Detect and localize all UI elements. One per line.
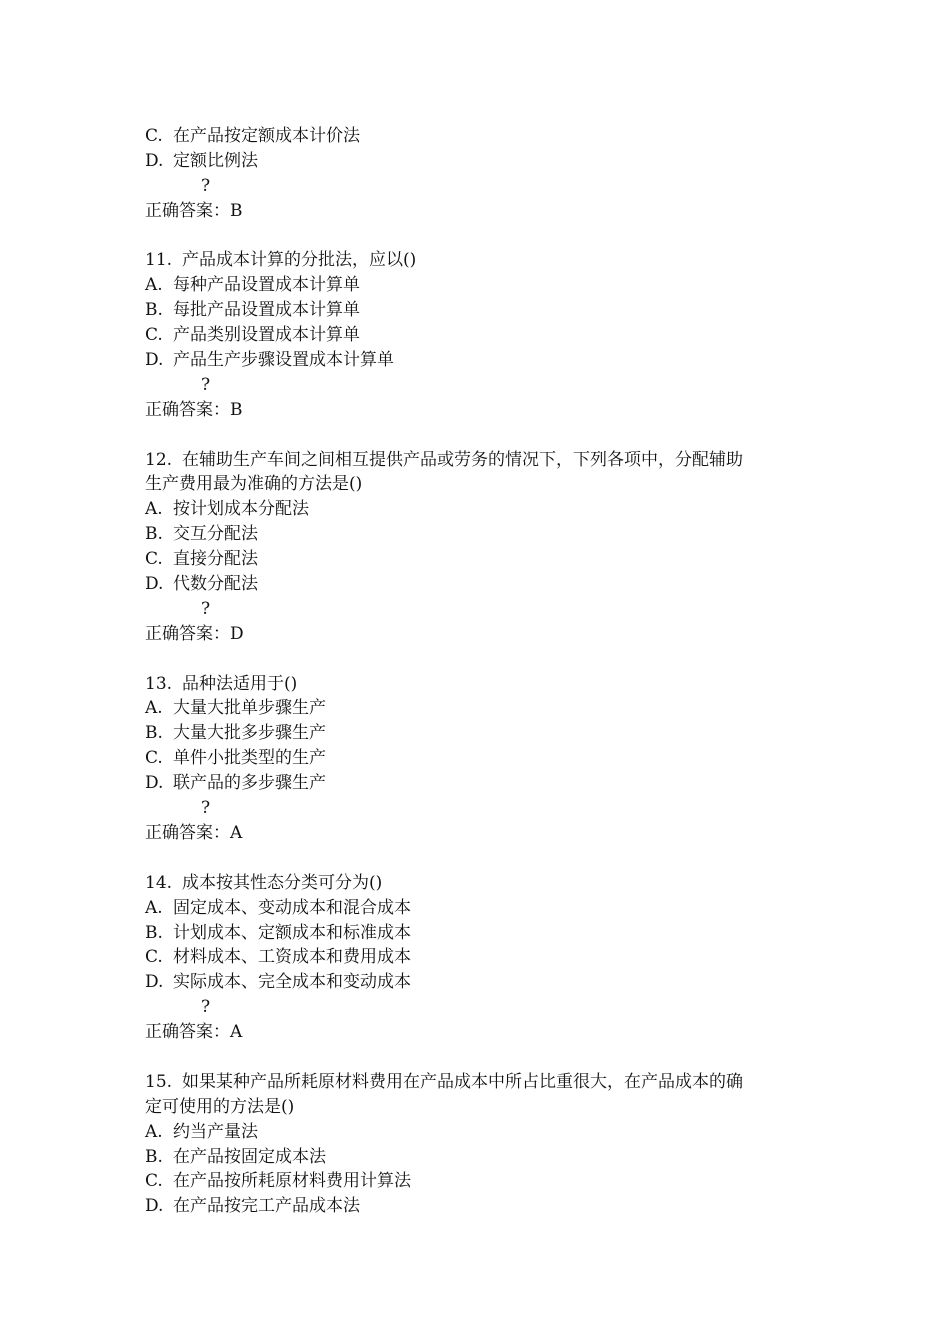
- option-b: [145, 522, 825, 547]
- option-text: 每种产品设置成本计算单: [173, 275, 360, 296]
- option-letter: C.: [145, 748, 163, 769]
- option-text: 定额比例法: [173, 150, 258, 171]
- correct-answer: 正确答案：A: [145, 1022, 243, 1043]
- option-text: 代数分配法: [173, 574, 258, 595]
- option-a: [145, 1120, 825, 1145]
- question-text: 13. 品种法适用于(): [145, 673, 298, 694]
- question-text-continued: 生产费用最为准确的方法是(): [145, 474, 363, 495]
- option-text: 每批产品设置成本计算单: [173, 300, 360, 321]
- option-letter: D.: [145, 150, 164, 171]
- option-letter: D.: [145, 773, 164, 794]
- option-d: [145, 348, 825, 373]
- option-letter: B.: [145, 300, 163, 321]
- option-letter: C.: [145, 947, 163, 968]
- option-c: [145, 323, 825, 348]
- question-number: 12.: [145, 449, 173, 470]
- option-text: 在产品按定额成本计价法: [173, 126, 360, 146]
- option-letter: D.: [145, 574, 164, 595]
- option-letter: C.: [145, 126, 163, 146]
- spacer: [145, 1045, 825, 1070]
- option-d: [145, 771, 825, 796]
- option-text: 大量大批单步骤生产: [173, 698, 326, 719]
- option-letter: D.: [145, 1196, 164, 1217]
- question-14: [145, 871, 825, 1045]
- question-fragment: [145, 124, 825, 224]
- option-c: [145, 945, 825, 970]
- spacer: [145, 423, 825, 448]
- question-mark: ?: [201, 598, 211, 619]
- option-letter: B.: [145, 922, 163, 943]
- option-letter: C.: [145, 549, 163, 570]
- option-text: 在产品按完工产品成本法: [173, 1196, 360, 1217]
- option-letter: A.: [145, 698, 163, 719]
- option-letter: B.: [145, 524, 163, 545]
- question-13: [145, 672, 825, 846]
- option-letter: A.: [145, 897, 163, 918]
- option-text: 产品生产步骤设置成本计算单: [173, 350, 394, 371]
- question-text: 14. 成本按其性态分类可分为(): [145, 872, 383, 893]
- option-a: [145, 497, 825, 522]
- question-number: 14.: [145, 872, 173, 893]
- question-number: 11.: [145, 250, 173, 271]
- question-text: 15. 如果某种产品所耗原材料费用在产品成本中所占比重很大，在产品成本的确: [145, 1071, 744, 1092]
- spacer: [145, 224, 825, 249]
- option-letter: A.: [145, 1121, 163, 1142]
- question-text: 11. 产品成本计算的分批法，应以(): [145, 250, 417, 271]
- option-text: 产品类别设置成本计算单: [173, 325, 360, 346]
- question-text: 12. 在辅助生产车间之间相互提供产品或劳务的情况下，下列各项中，分配辅助: [145, 449, 744, 470]
- option-letter: D.: [145, 350, 164, 371]
- question-number: 13.: [145, 673, 173, 694]
- option-d: [145, 572, 825, 597]
- option-b: [145, 298, 825, 323]
- option-c: [145, 1169, 825, 1194]
- option-b: [145, 721, 825, 746]
- correct-answer: 正确答案：B: [145, 399, 243, 420]
- option-a: [145, 896, 825, 921]
- option-text: 计划成本、定额成本和标准成本: [173, 922, 411, 943]
- option-letter: D.: [145, 972, 164, 993]
- question-text-continued: 定可使用的方法是(): [145, 1096, 295, 1117]
- option-letter: B.: [145, 723, 163, 744]
- option-a: [145, 696, 825, 721]
- option-text: 单件小批类型的生产: [173, 748, 326, 769]
- option-letter: A.: [145, 499, 163, 520]
- option-d: [145, 1194, 825, 1219]
- question-mark: ?: [201, 374, 211, 395]
- option-text: 大量大批多步骤生产: [173, 723, 326, 744]
- question-15: [145, 1070, 825, 1219]
- option-text: 直接分配法: [173, 549, 258, 570]
- question-12: [145, 448, 825, 647]
- option-a: [145, 273, 825, 298]
- option-text: 按计划成本分配法: [173, 499, 309, 520]
- option-letter: B.: [145, 1146, 163, 1167]
- question-mark: ?: [201, 798, 211, 819]
- option-text: 材料成本、工资成本和费用成本: [173, 947, 411, 968]
- option-letter: C.: [145, 1171, 163, 1192]
- spacer: [145, 647, 825, 672]
- question-mark: ?: [201, 997, 211, 1018]
- option-text: 固定成本、变动成本和混合成本: [173, 897, 411, 918]
- option-text: 联产品的多步骤生产: [173, 773, 326, 794]
- option-c: [145, 547, 825, 572]
- document-page: [145, 124, 825, 1219]
- option-letter: A.: [145, 275, 163, 296]
- correct-answer: 正确答案：A: [145, 822, 243, 843]
- question-mark: ?: [201, 175, 211, 196]
- option-letter: C.: [145, 325, 163, 346]
- correct-answer: 正确答案：D: [145, 623, 244, 644]
- option-text: 在产品按所耗原材料费用计算法: [173, 1171, 411, 1192]
- option-text: 在产品按固定成本法: [173, 1146, 326, 1167]
- option-c: [145, 124, 825, 149]
- spacer: [145, 846, 825, 871]
- question-11: [145, 248, 825, 422]
- option-text: 约当产量法: [173, 1121, 258, 1142]
- option-d: [145, 149, 825, 174]
- option-text: 交互分配法: [173, 524, 258, 545]
- option-d: [145, 970, 825, 995]
- correct-answer: 正确答案：B: [145, 200, 243, 221]
- option-text: 实际成本、完全成本和变动成本: [173, 972, 411, 993]
- question-number: 15.: [145, 1071, 173, 1092]
- option-b: [145, 921, 825, 946]
- option-b: [145, 1145, 825, 1170]
- option-c: [145, 746, 825, 771]
